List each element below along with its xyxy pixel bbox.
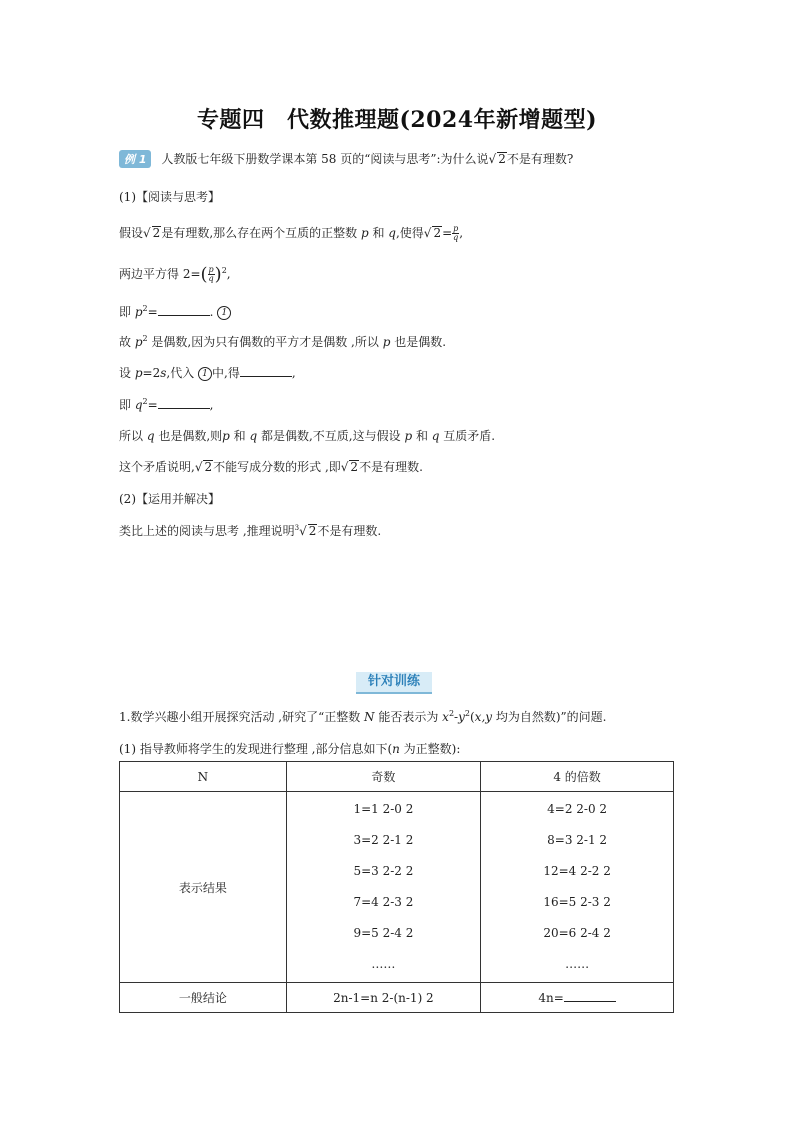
step-assume: 假设√ 2是有理数,那么存在两个互质的正整数 p 和 q,使得√ 2= $\frac{p}{q}$ , [119,224,464,242]
step-p-even: 故 $p^2$ 是偶数,因为只有偶数的平方才是偶数 ,所以 p 也是偶数. [119,334,447,349]
example-badge: 例 1 [119,150,151,168]
step-contradiction: 所以 q 也是偶数,则p 和 q 都是偶数,不互质,这与假设 p 和 q 互质矛盾. [119,429,496,443]
header-odd: 奇数 [286,762,481,792]
mult4-item: 4=2 2-0 2 [547,802,608,816]
practice-q1: 1.数学兴趣小组开展探究活动 ,研究了“正整数 N 能否表示为 $x^2-y^2(x,y$ 均为自然数)”的问题. [119,709,607,724]
step-square: 两边平方得 2=( $\frac{p}{q}$ )$^2$, [119,264,231,285]
mult4-item: 8=3 2-1 2 [547,833,608,847]
step-p-squared: 即 $p^2=$ . 1 [119,303,231,320]
answer-blank-1[interactable] [158,305,210,316]
table-row-conclusion [120,983,674,1013]
answer-blank-3[interactable] [158,398,210,409]
step-substitute: 设 p=2s,代入 1 中,得 , [119,366,296,380]
answer-blank-4[interactable] [564,991,616,1002]
odd-item: 7=4 2-3 2 [353,895,414,909]
practice-heading: 针对训练 [356,672,432,694]
page-title: 专题四 代数推理题(2024年新增题型) [196,107,598,133]
fraction-p-q: $\frac{p}{q}$ [453,224,459,242]
step-conclusion: 这个矛盾说明,√ 2不能写成分数的形式 ,即√ 2不是有理数. [119,460,423,474]
practice-q1-sub: (1) 指导教师将学生的发现进行整理 ,部分信息如下(n 为正整数): [119,742,461,756]
equation-1-marker: 1 [217,306,231,320]
part2-label: (2)【运用并解决】 [119,492,220,506]
mult4-list [481,792,674,983]
header-mult4: 4 的倍数 [481,762,674,792]
part1-label: (1)【阅读与思考】 [119,190,220,204]
odd-item: 1=1 2-0 2 [353,802,414,816]
conclusion-odd: 2n-1=n 2-(n-1) 2 [286,983,481,1013]
mult4-item: 20=6 2-4 2 [543,926,611,940]
step-q-squared: 即 $q^2=$ , [119,397,214,412]
odd-item: …… [371,957,396,971]
table-header-row [120,762,674,792]
header-n: N [120,762,287,792]
row-label-results: 表示结果 [120,792,287,983]
odd-list [286,792,481,983]
row-label-conclusion: 一般结论 [120,983,287,1013]
answer-blank-2[interactable] [240,366,292,377]
part2-question: 类比上述的阅读与思考 ,推理说明$^3$√ 2不是有理数. [119,524,382,538]
mult4-item: …… [565,957,590,971]
mult4-item: 16=5 2-3 2 [543,895,611,909]
odd-item: 5=3 2-2 2 [353,864,414,878]
table-row-results [120,792,674,983]
results-table [119,761,674,1013]
mult4-item: 12=4 2-2 2 [543,864,611,878]
odd-item: 9=5 2-4 2 [353,926,414,940]
conclusion-mult4: 4n= [481,983,674,1013]
example-intro: 例 1 人教版七年级下册数学课本第 58 页的“阅读与思考”:为什么说√ 2不是有理数? [119,150,573,168]
odd-item: 3=2 2-1 2 [353,833,414,847]
